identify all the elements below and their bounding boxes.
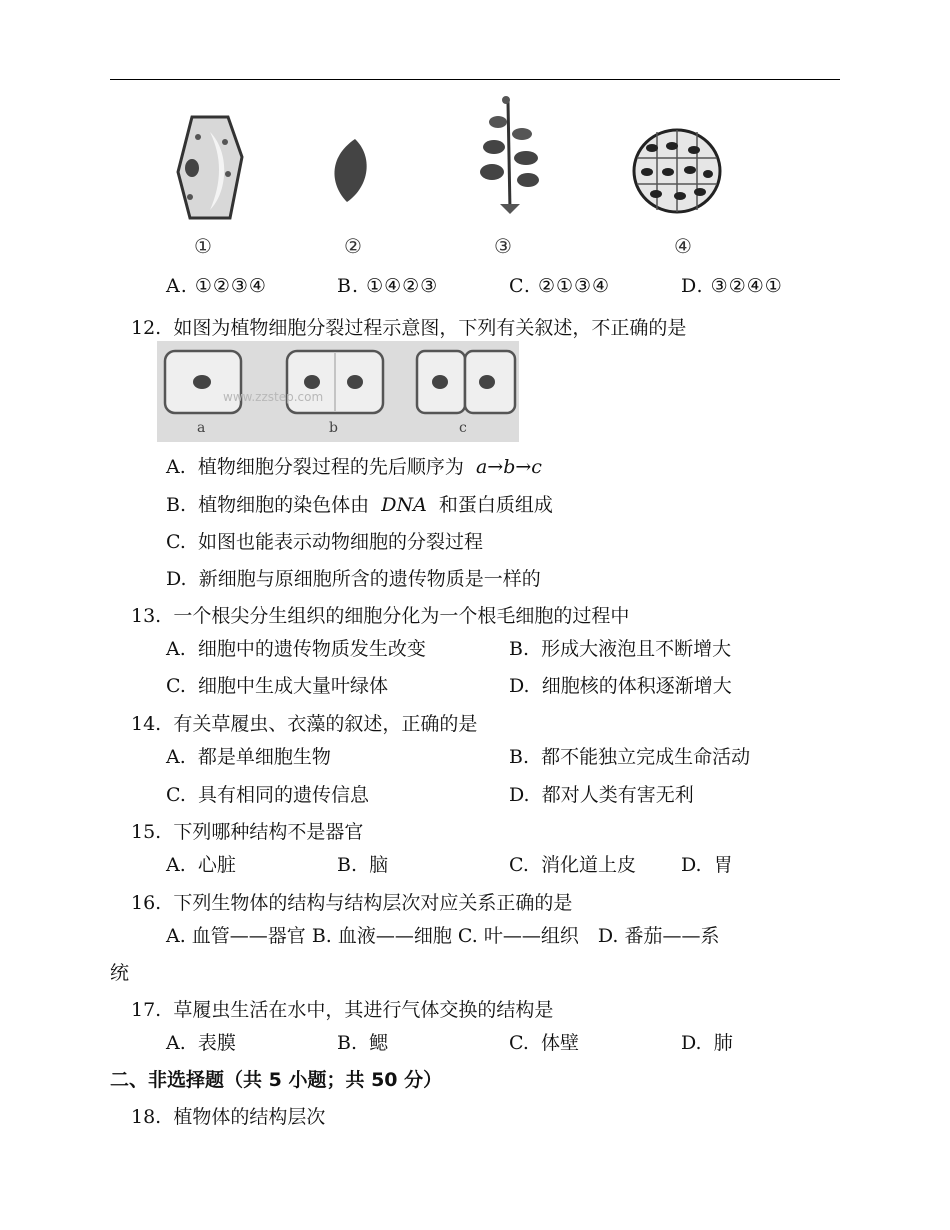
option-text: 如图也能表示动物细胞的分裂过程 <box>198 531 484 553</box>
q11-option-c[interactable] <box>509 275 610 297</box>
option-letter: C. <box>166 531 186 553</box>
figure-label-3: ③ <box>494 234 512 258</box>
figure-label-c: c <box>459 420 467 436</box>
option-letter: B. <box>337 854 358 876</box>
option-letter: A. <box>166 746 186 768</box>
math-expression: DNA <box>381 494 427 516</box>
option-text: 都对人类有害无利 <box>541 784 694 806</box>
option-text: ①④②③ <box>366 275 439 297</box>
q15-option-d[interactable] <box>681 850 733 877</box>
option-text: 都是单细胞生物 <box>197 746 331 768</box>
question-text: 草履虫生活在水中，其进行气体交换的结构是 <box>173 999 554 1021</box>
option-letter: D. <box>509 784 530 806</box>
option-text: 新细胞与原细胞所含的遗传物质是一样的 <box>198 568 541 590</box>
question-number: 12. <box>131 317 162 339</box>
question-number: 14. <box>131 713 162 735</box>
q13-option-d[interactable] <box>509 671 732 698</box>
plant-image <box>470 92 550 214</box>
option-text: 细胞核的体积逐渐增大 <box>541 675 732 697</box>
option-letter: C. <box>166 784 186 806</box>
option-text: ③②④① <box>710 275 783 297</box>
option-letter: A. <box>166 854 186 876</box>
option-letter: B. <box>509 746 530 768</box>
question-number: 13. <box>131 605 162 627</box>
q16-stem <box>131 888 572 915</box>
q11-option-b[interactable] <box>337 275 438 297</box>
question-number: 16. <box>131 892 162 914</box>
option-letter: D. <box>509 675 530 697</box>
q12-option-a[interactable] <box>166 452 542 479</box>
question-number: 17. <box>131 999 162 1021</box>
option-text: 肺 <box>713 1032 733 1054</box>
option-letter: C. <box>166 675 186 697</box>
option-text: 细胞中的遗传物质发生改变 <box>197 638 426 660</box>
option-text: 细胞中生成大量叶绿体 <box>198 675 389 697</box>
option-text: ②①③④ <box>537 275 611 297</box>
q14-option-b[interactable] <box>509 742 750 769</box>
q11-option-d[interactable] <box>681 275 783 297</box>
q14-option-c[interactable] <box>166 780 369 807</box>
q12-stem <box>131 313 686 340</box>
option-letter: A. <box>166 1032 186 1054</box>
question-text: 有关草履虫、衣藻的叙述，正确的是 <box>173 713 478 735</box>
option-text: 心脏 <box>197 854 236 876</box>
q11-option-a[interactable] <box>166 275 267 297</box>
option-letter: D. <box>166 568 187 590</box>
question-text: 下列哪种结构不是器官 <box>173 821 364 843</box>
q13-stem <box>131 601 629 628</box>
q13-option-c[interactable] <box>166 671 388 698</box>
option-text: 都不能独立完成生命活动 <box>541 746 751 768</box>
figure-label-b: b <box>329 420 338 436</box>
option-text: 植物细胞分裂过程的先后顺序为 <box>197 456 464 478</box>
question-text: 如图为植物细胞分裂过程示意图，下列有关叙述，不正确的是 <box>173 317 687 339</box>
question-text: 植物体的结构层次 <box>173 1106 326 1128</box>
math-expression: a→b→c <box>475 456 542 478</box>
option-letter: D. <box>681 1032 702 1054</box>
option-text: 形成大液泡且不断增大 <box>541 638 732 660</box>
q13-option-b[interactable] <box>509 634 731 661</box>
option-text: 和蛋白质组成 <box>438 494 553 516</box>
option-text: 表膜 <box>197 1032 236 1054</box>
option-letter: A. <box>166 638 186 660</box>
option-letter: B. <box>509 638 530 660</box>
q15-option-b[interactable] <box>337 850 388 877</box>
option-text: 植物细胞的染色体由 <box>198 494 370 516</box>
option-text: ①②③④ <box>194 275 267 297</box>
option-letter: B. <box>166 494 187 516</box>
figure-label-4: ④ <box>674 234 692 258</box>
option-letter: B. <box>337 1032 358 1054</box>
q17-option-b[interactable] <box>337 1028 388 1055</box>
figure-label-1: ① <box>194 234 212 258</box>
leaf-image <box>325 136 375 206</box>
option-letter: C. <box>509 1032 529 1054</box>
question-text: 下列生物体的结构与结构层次对应关系正确的是 <box>173 892 573 914</box>
option-letter: D. <box>681 275 704 297</box>
option-text: 具有相同的遗传信息 <box>198 784 370 806</box>
q13-option-a[interactable] <box>166 634 426 661</box>
tissue-image <box>632 128 722 214</box>
q15-option-c[interactable] <box>509 850 636 877</box>
cell-division-figure <box>157 341 519 442</box>
option-text: 鳃 <box>369 1032 389 1054</box>
q15-stem <box>131 817 363 844</box>
q14-option-a[interactable] <box>166 742 331 769</box>
option-letter: A. <box>166 275 188 297</box>
option-letter: A. <box>166 456 186 478</box>
question-text: 一个根尖分生组织的细胞分化为一个根毛细胞的过程中 <box>173 605 630 627</box>
q17-option-d[interactable] <box>681 1028 733 1055</box>
q16-options-wrap: 统 <box>110 962 130 984</box>
header-rule <box>110 79 840 80</box>
q12-option-c[interactable] <box>166 527 483 554</box>
option-letter: C. <box>509 275 531 297</box>
plant-cell-image <box>170 112 250 224</box>
option-letter: D. <box>681 854 702 876</box>
q17-option-c[interactable] <box>509 1028 579 1055</box>
option-text: 脑 <box>369 854 389 876</box>
option-text: 胃 <box>713 854 733 876</box>
watermark: www.zzstep.com <box>223 390 324 404</box>
q12-option-d[interactable] <box>166 564 541 591</box>
q17-option-a[interactable] <box>166 1028 236 1055</box>
option-letter: B. <box>337 275 360 297</box>
figure-label-a: a <box>197 420 206 436</box>
section-heading: 二、非选择题（共 5 小题；共 50 分） <box>110 1069 443 1091</box>
q14-option-d[interactable] <box>509 780 694 807</box>
q14-stem <box>131 709 477 736</box>
q16-options[interactable]: A. 血管——器官 B. 血液——细胞 C. 叶——组织 D. 番茄——系 <box>166 925 720 947</box>
q17-stem <box>131 995 553 1022</box>
question-number: 18. <box>131 1106 162 1128</box>
q15-option-a[interactable] <box>166 850 236 877</box>
option-text: 消化道上皮 <box>541 854 637 876</box>
option-text: 体壁 <box>541 1032 580 1054</box>
q12-option-b[interactable] <box>166 490 553 517</box>
question-number: 15. <box>131 821 162 843</box>
figure-label-2: ② <box>344 234 362 258</box>
option-letter: C. <box>509 854 529 876</box>
q18-stem <box>131 1102 325 1129</box>
